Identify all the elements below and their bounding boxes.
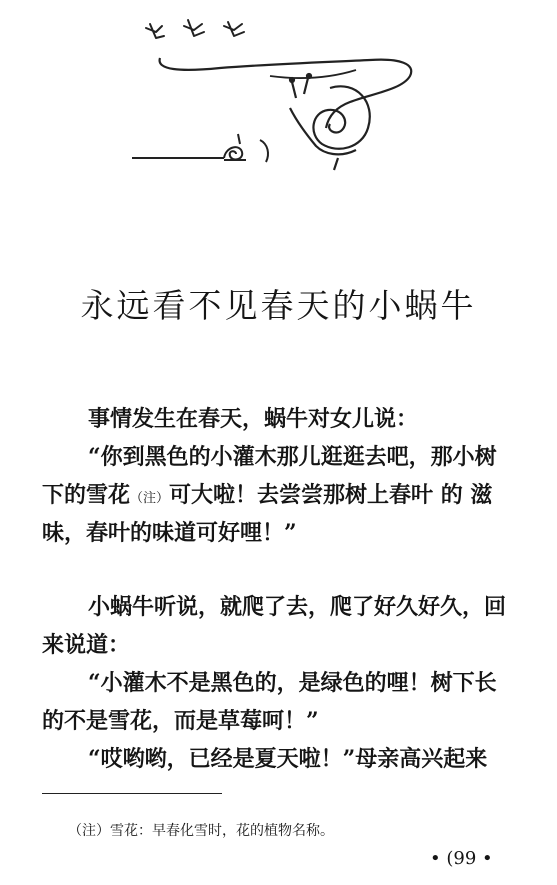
paragraph-4-line-1: “小灌木不是黑色的，是绿色的哩！树下长 (88, 670, 497, 696)
page-number: • (99 • (430, 848, 493, 869)
snail-trail (160, 58, 412, 128)
paragraph-2-line-2 (42, 484, 492, 506)
paragraph-2-line-1: “你到黑色的小灌木那儿逛逛去吧，那小树 (88, 444, 497, 470)
paragraph-3-line-1: 小蜗牛听说，就爬了去，爬了好久好久，回 (88, 594, 507, 620)
paragraph-2-line-3: 味，春叶的味道可好哩！” (42, 520, 297, 546)
footnote: （注）雪花：早春化雪时，花的植物名称。 (68, 823, 334, 839)
paragraph-3-line-2: 来说道： (42, 632, 131, 658)
page-title: 永远看不见春天的小蜗牛 (80, 286, 477, 325)
paragraph-4-line-2: 的不是雪花，而是草莓呵！” (42, 708, 319, 734)
paragraph-2-line-2-start: 下的雪花 (42, 482, 131, 508)
paragraph-5-line-1: “哎哟哟，已经是夏天啦！”母亲高兴起来 (88, 746, 488, 772)
footnote-divider (42, 793, 222, 795)
snail-illustration (120, 10, 440, 190)
footnote-marker: （注） (130, 491, 170, 506)
paragraph-2-line-2-end: 可大啦！去尝尝那树上春叶 的 滋 (169, 482, 493, 508)
sprout-marks (146, 20, 244, 38)
small-snail (224, 134, 246, 160)
paragraph-1-line-1: 事情发生在春天，蜗牛对女儿说： (88, 406, 419, 432)
big-snail (290, 74, 370, 170)
